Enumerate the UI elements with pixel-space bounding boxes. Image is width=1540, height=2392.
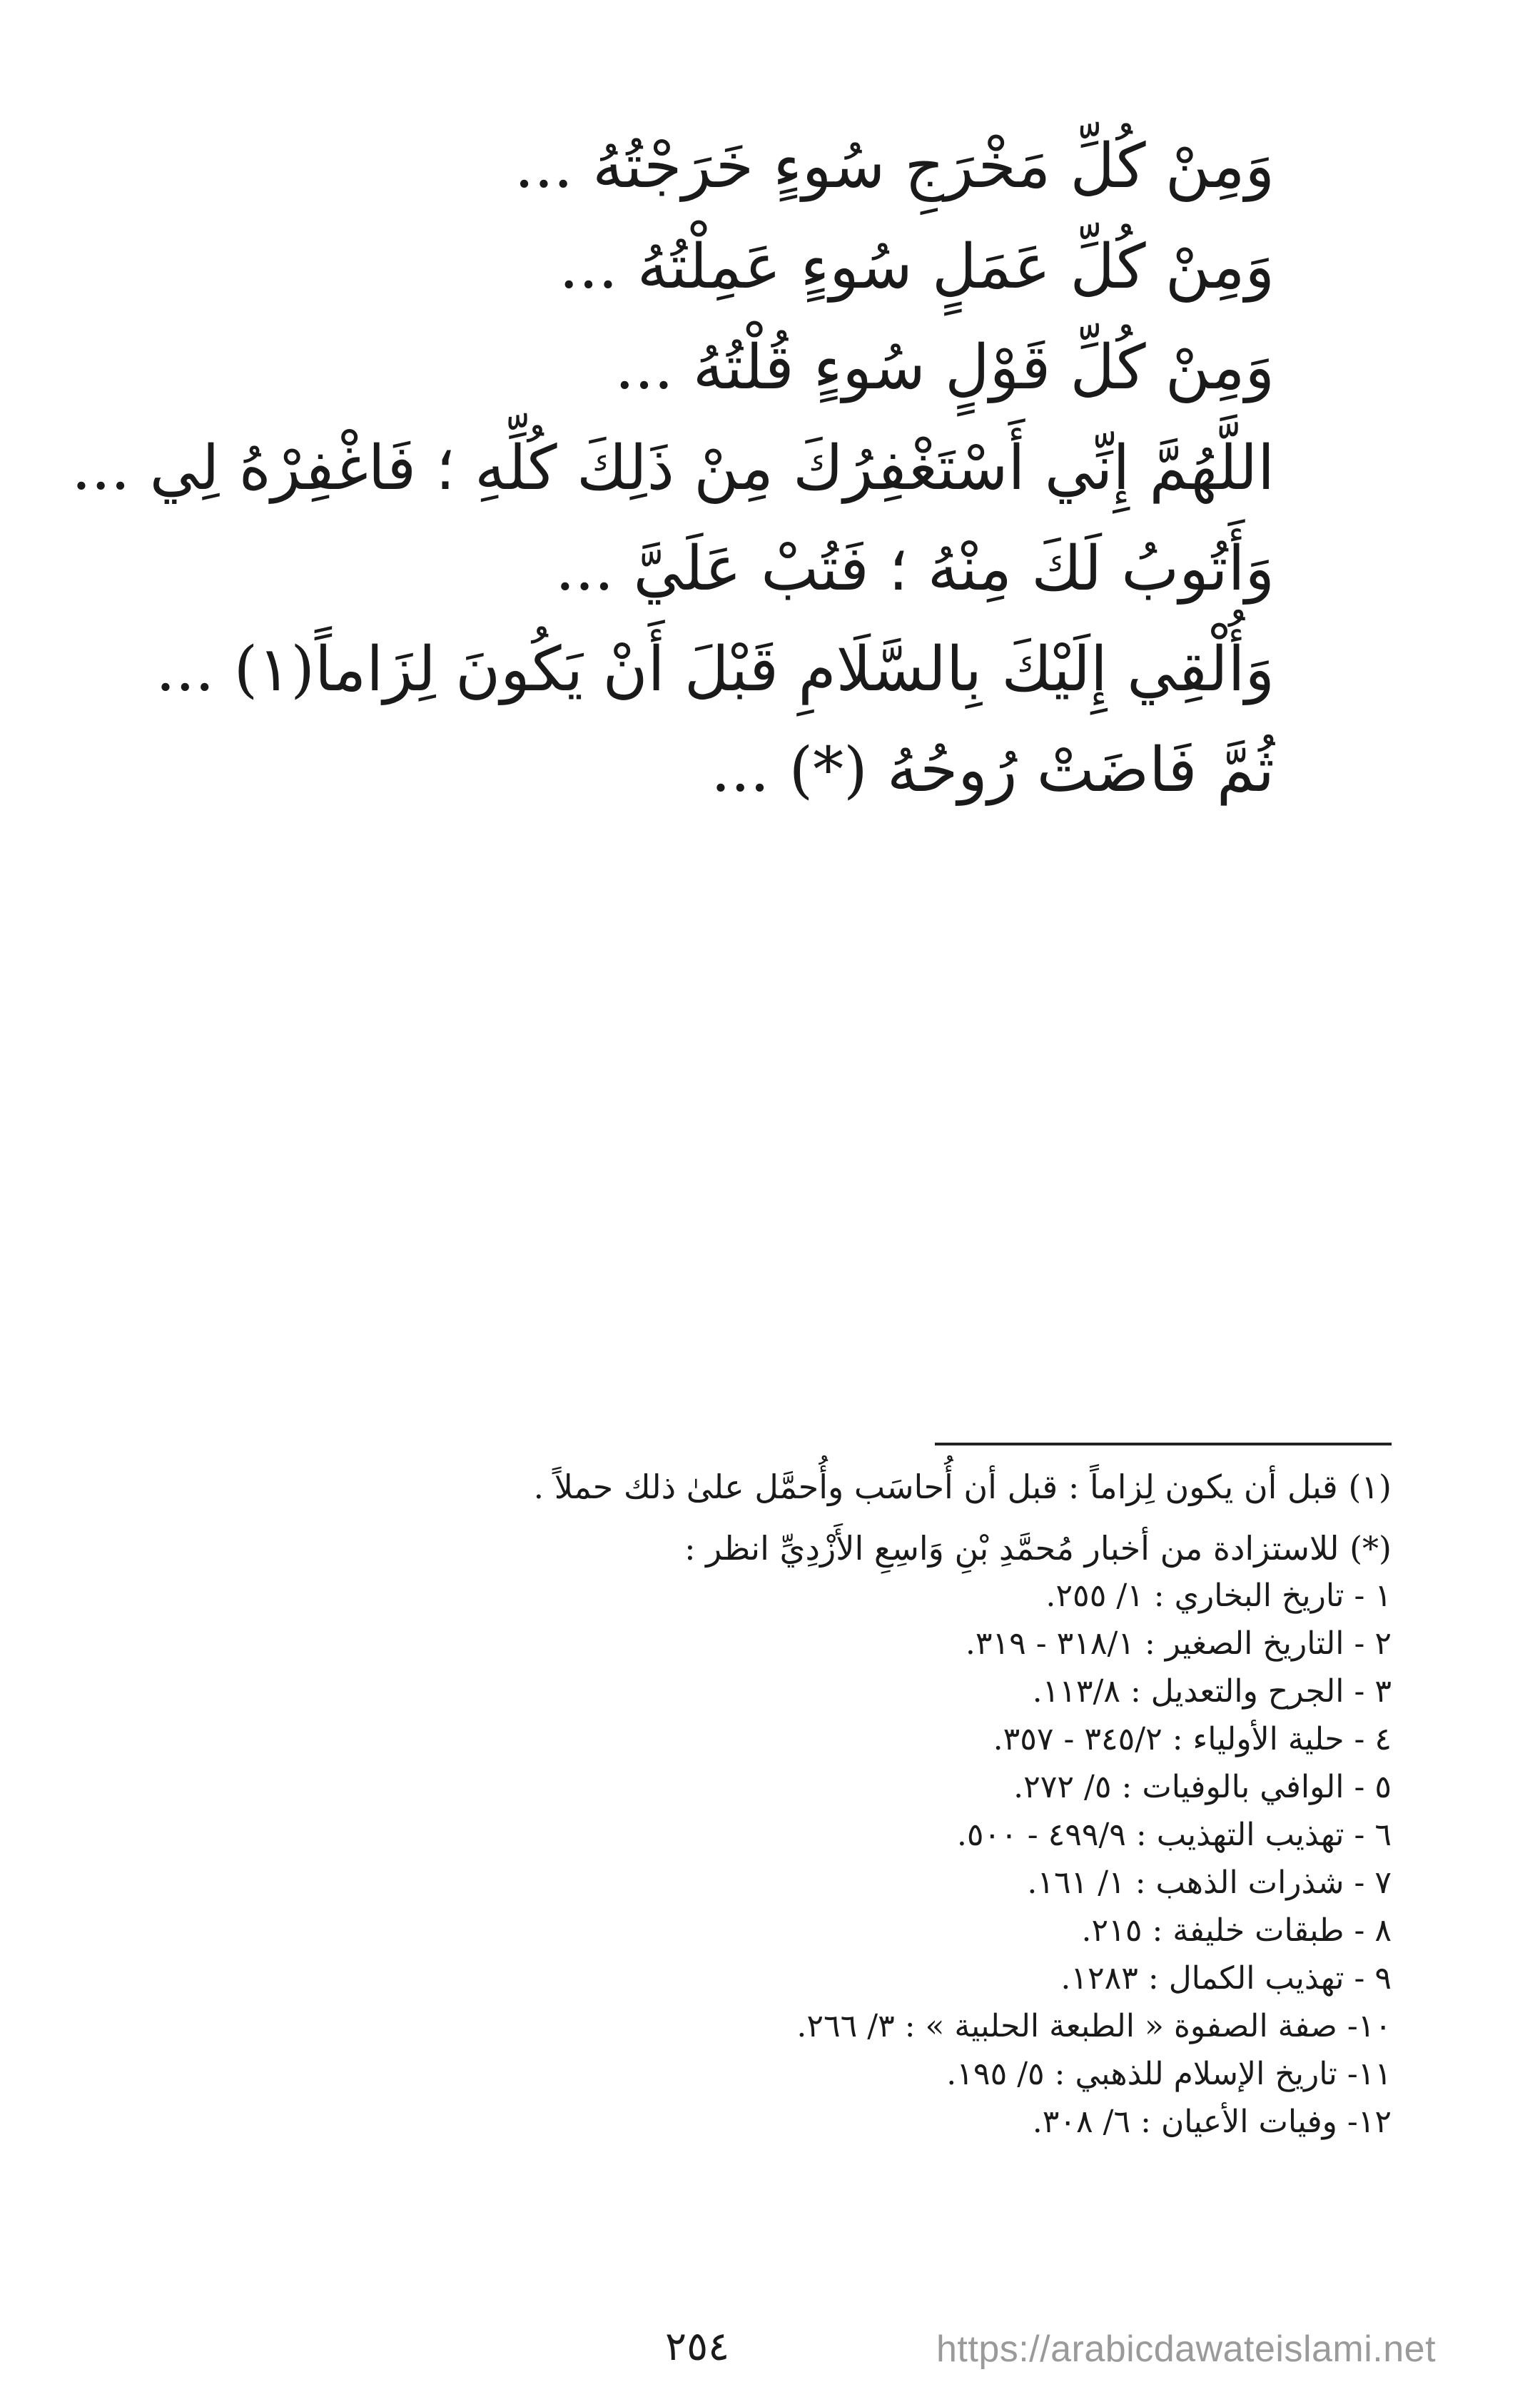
source-item: ١٢- وفيات الأعيان : ٦/ ٣٠٨.: [1032, 2104, 1392, 2140]
poem-line: وَمِنْ كُلِّ قَوْلٍ سُوءٍ قُلْتُهُ ...: [614, 332, 1275, 403]
footnote-divider: [935, 1443, 1392, 1445]
footnote-star-intro: (*) للاستزادة من أخبار مُحمَّدِ بْنِ وَاسِعِ الأَزْدِيِّ انظر :: [684, 1529, 1392, 1568]
source-item: ١ - تاريخ البخاري : ١/ ٢٥٥.: [1045, 1578, 1392, 1614]
source-item: ١٠- صفة الصفوة « الطبعة الحلبية » : ٣/ ٢٦٦.: [796, 2008, 1392, 2044]
poem-line: وَمِنْ كُلِّ عَمَلٍ سُوءٍ عَمِلْتُهُ ...: [559, 231, 1275, 303]
source-item: ٥ - الوافي بالوفيات : ٥/ ٢٧٢.: [1013, 1769, 1392, 1805]
source-item: ٧ - شذرات الذهب : ١/ ١٦١.: [1027, 1864, 1392, 1901]
source-item: ٢ - التاريخ الصغير : ٣١٨/١ - ٣١٩.: [965, 1625, 1392, 1662]
source-item: ٤ - حلية الأولياء : ٣٤٥/٢ - ٣٥٧.: [993, 1721, 1392, 1757]
poem-line: ثُمَّ فَاضَتْ رُوحُهُ (*) ...: [711, 735, 1275, 806]
website-watermark: https://arabicdawateislami.net: [936, 2328, 1437, 2370]
page-number: ٢٥٤: [665, 2323, 730, 2370]
source-item: ٣ - الجرح والتعديل : ١١٣/٨.: [1032, 1673, 1392, 1710]
source-item: ٨ - طبقات خليفة : ٢١٥.: [1081, 1912, 1392, 1949]
poem-line: وَأَتُوبُ لَكَ مِنْهُ ؛ فَتُبْ عَلَيَّ ...: [555, 533, 1275, 605]
supplication-text: [71, 131, 1275, 840]
source-list: [178, 1572, 1392, 2146]
poem-line: اللَّهُمَّ إِنِّي أَسْتَغْفِرُكَ مِنْ ذَلِكَ كُلِّهِ ؛ فَاغْفِرْهُ لِي ...: [71, 433, 1275, 504]
poem-line: وَأُلْقِي إِلَيْكَ بِالسَّلَامِ قَبْلَ أَنْ يَكُونَ لِزَاماً(١) ...: [156, 634, 1275, 705]
source-item: ٦ - تهذيب التهذيب : ٤٩٩/٩ - ٥٠٠.: [956, 1817, 1392, 1853]
source-item: ٩ - تهذيب الكمال : ١٢٨٣.: [1060, 1960, 1392, 1997]
source-item: ١١- تاريخ الإسلام للذهبي : ٥/ ١٩٥.: [946, 2056, 1392, 2092]
footnotes: [178, 1463, 1392, 2146]
footnote-1: (١) قبل أن يكون لِزاماً : قبل أن أُحاسَب وأُحمَّل علىٰ ذلك حملاً .: [533, 1468, 1392, 1506]
poem-line: وَمِنْ كُلِّ مَخْرَجِ سُوءٍ خَرَجْتُهُ ...: [514, 131, 1275, 202]
